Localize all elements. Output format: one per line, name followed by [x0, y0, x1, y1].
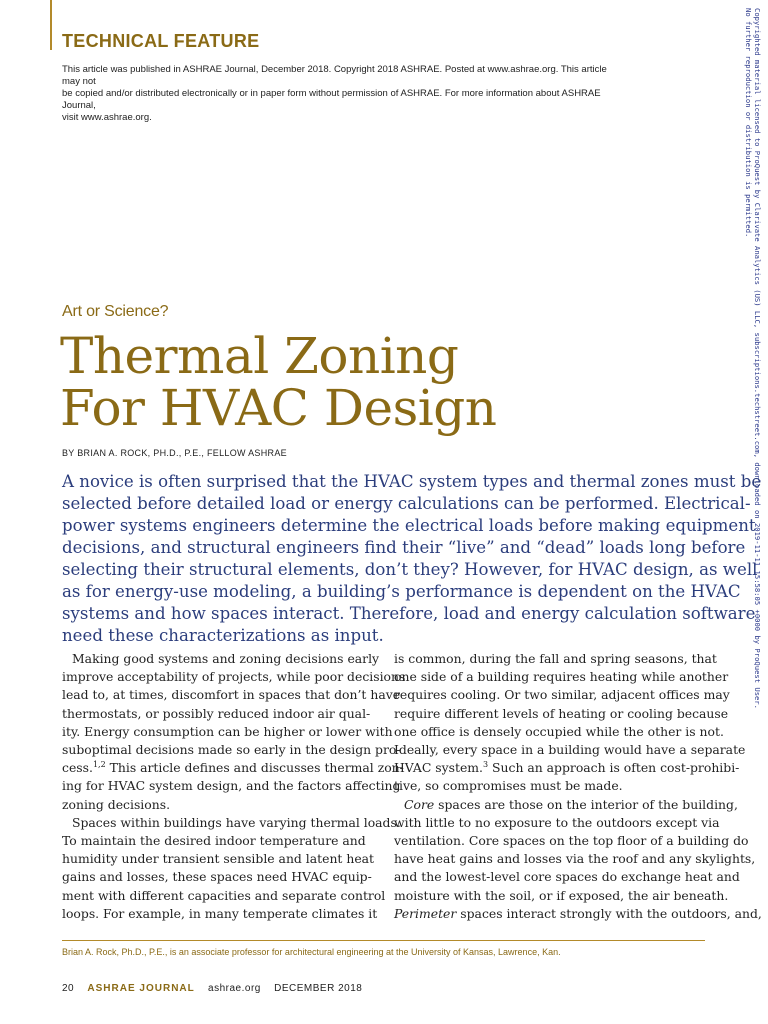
notice-line: be copied and/or distributed electronically or in paper form without permission of ASHRAE. For more information about ASHRAE Journal, — [62, 88, 601, 111]
title-line: Thermal Zoning — [60, 327, 459, 385]
section-label: TECHNICAL FEATURE — [62, 31, 260, 51]
side-notice-line: Copyrighted material licensed to ProQuest by Clarivate Analytics (US) LLC, subscriptions.techstreet.com, downloaded on 2019-11-11 15:58:05 +0000 by ProQuest User. — [753, 8, 762, 710]
body-line: Making good systems and zoning decisions early — [72, 651, 380, 666]
body-line: ment with different capacities and separate control — [62, 887, 386, 903]
body-line: improve acceptability of projects, while poor decisions — [62, 669, 406, 685]
lede-line: need these characterizations as input. — [62, 626, 384, 645]
body-line: Spaces within buildings have varying thermal loads. — [72, 814, 401, 830]
body-line-with-citation — [62, 759, 404, 777]
body-text: cess. — [62, 760, 93, 776]
page-footer — [62, 983, 372, 994]
citation-superscript: 1,2 — [92, 760, 106, 770]
body-line: ing for HVAC system design, and the factors affecting — [62, 778, 401, 794]
body-column-left — [62, 650, 406, 923]
body-line: humidity under transient sensible and latent heat — [62, 851, 375, 867]
body-line-with-citation — [394, 759, 740, 777]
body-line: loops. For example, in many temperate climates it — [62, 905, 378, 921]
body-line: zoning decisions. — [62, 796, 171, 812]
body-line: suboptimal decisions made so early in the design pro- — [62, 742, 401, 758]
body-line: moisture with the soil, or if exposed, the air beneath. — [394, 887, 729, 903]
page-number: 20 — [62, 983, 75, 994]
body-line: thermostats, or possibly reduced indoor air qual- — [62, 705, 371, 721]
lede-line: A novice is often surprised that the HVAC system types and thermal zones must be — [62, 472, 762, 491]
body-line: one office is densely occupied while the other is not. — [394, 723, 724, 739]
lede-line: selected before detailed load or energy calculations can be performed. Electrical- — [62, 494, 751, 513]
body-line: one side of a building requires heating while another — [394, 669, 729, 685]
byline: BY BRIAN A. ROCK, PH.D., P.E., FELLOW ASHRAE — [62, 448, 287, 458]
body-line: ity. Energy consumption can be higher or lower with — [62, 723, 393, 739]
body-line-core — [394, 796, 738, 814]
body-line: gains and losses, these spaces need HVAC equip- — [62, 869, 372, 885]
body-line: lead to, at times, discomfort in spaces that don’t have — [62, 687, 401, 703]
author-bio: Brian A. Rock, Ph.D., P.E., is an associate professor for architectural engineering at the University of Kansas, Lawrence, Kan. — [62, 947, 561, 957]
citation-superscript: 3 — [483, 760, 489, 770]
body-text: spaces are those on the interior of the building, — [434, 796, 738, 812]
title-line: For HVAC Design — [60, 379, 497, 437]
article-lede — [62, 471, 762, 647]
lede-line: selecting their structural elements, don’t they? However, for HVAC design, as well — [62, 560, 758, 579]
term-core: Core — [404, 796, 435, 812]
copyright-notice — [62, 64, 622, 124]
body-line: and the lowest-level core spaces do exchange heat and — [394, 869, 740, 885]
body-line: Ideally, every space in a building would have a separate — [394, 742, 746, 758]
notice-line: This article was published in ASHRAE Journal, December 2018. Copyright 2018 ASHRAE. Posted at www.ashrae.org. This article may not — [62, 64, 607, 87]
body-text: spaces interact strongly with the outdoors, and, — [456, 905, 762, 921]
body-line: require different levels of heating or cooling because — [394, 705, 729, 721]
article-title — [60, 327, 497, 437]
lede-line: power systems engineers determine the electrical loads before making equipment — [62, 516, 756, 535]
journal-site: ashrae.org — [208, 983, 261, 994]
lede-line: systems and how spaces interact. Therefore, load and energy calculation software — [62, 604, 756, 623]
journal-name: ASHRAE JOURNAL — [87, 983, 195, 994]
issue-date: DECEMBER 2018 — [274, 983, 363, 994]
lede-line: decisions, and structural engineers find their “live” and “dead” loads long before — [62, 538, 746, 557]
body-line-perimeter — [394, 905, 762, 923]
body-line: requires cooling. Or two similar, adjacent offices may — [394, 687, 730, 703]
body-line: tive, so compromises must be made. — [394, 778, 623, 794]
body-line: have heat gains and losses via the roof and any skylights, — [394, 851, 756, 867]
lede-line: as for energy-use modeling, a building’s performance is dependent on the HVAC — [62, 582, 741, 601]
body-text: HVAC system. — [394, 760, 483, 776]
body-line: is common, during the fall and spring seasons, that — [394, 651, 717, 666]
term-perimeter: Perimeter — [394, 905, 457, 921]
article-kicker: Art or Science? — [62, 303, 169, 320]
body-column-right — [394, 650, 762, 923]
body-text: This article defines and discusses thermal zon- — [105, 760, 404, 776]
body-line: ventilation. Core spaces on the top floor of a building do — [394, 833, 749, 849]
side-notice-line: No further reproduction or distribution is permitted. — [744, 8, 753, 238]
notice-line: visit www.ashrae.org. — [62, 112, 152, 123]
body-line: with little to no exposure to the outdoors except via — [394, 814, 720, 830]
body-line: To maintain the desired indoor temperature and — [62, 833, 366, 849]
body-text: Such an approach is often cost-prohibi- — [488, 760, 740, 776]
author-divider — [62, 940, 705, 941]
header-accent-rule — [50, 0, 52, 50]
